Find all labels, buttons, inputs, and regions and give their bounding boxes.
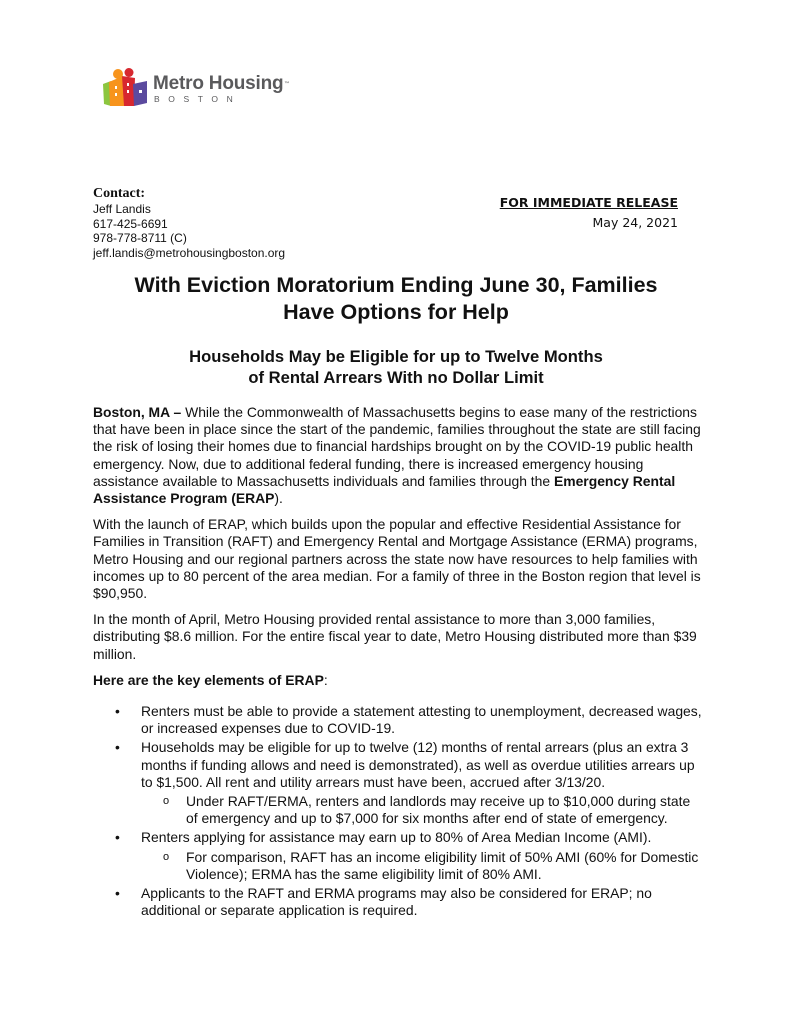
program-name: Emergency Rental Assistance Program (ERAP xyxy=(93,472,676,507)
metro-housing-logo xyxy=(101,68,301,110)
sub-bullet-icon: o xyxy=(163,850,170,863)
key-elements-heading: Here are the key elements of ERAP: xyxy=(93,671,328,688)
contact-label: Contact: xyxy=(93,186,146,201)
list-item: • Renters must be able to provide a statement attesting to unemployment, decreased wages, or increased expenses due to COVID-19. xyxy=(115,703,702,737)
sub-bullet-icon: o xyxy=(163,795,170,808)
bullet-icon: • xyxy=(115,829,120,846)
subheadline-line-2: of Rental Arrears With no Dollar Limit xyxy=(248,368,544,387)
subheadline xyxy=(88,346,704,388)
contact-block xyxy=(93,186,285,260)
sub-list xyxy=(141,793,705,827)
key-elements-list xyxy=(93,703,705,919)
release-label: FOR IMMEDIATE RELEASE xyxy=(499,195,678,210)
paragraph-intro xyxy=(93,404,705,507)
list-item: • Applicants to the RAFT and ERMA programs may also be considered for ERAP; no additional or separate application is required. xyxy=(115,885,652,919)
bullet-icon: • xyxy=(115,885,120,902)
paragraph-erap-launch: With the launch of ERAP, which builds upon the popular and effective Residential Assistance for Families in Transition (RAFT) and Emergency Rental and Mortgage Assistance (ERMA) programs, Metro Housing and our regional partners across the state now have resources to help families with incomes up to 80 percent of the area median. For a family of three in the Boston region that level is $90,950. xyxy=(93,516,701,602)
headline-line-2: Have Options for Help xyxy=(283,300,509,324)
press-release-body xyxy=(93,404,705,921)
sub-list-item: o For comparison, RAFT has an income eligibility limit of 50% AMI (60% for Domestic Violence); ERMA has the same eligibility limit of 80% AMI. xyxy=(163,848,699,882)
list-item: • Households may be eligible for up to twelve (12) months of rental arrears (plus an extra 3 months if funding allows and need is demonstrated), as well as overdue utilities arrears up to $1,500. All rent and utility arrears must have been, accrued after 3/13/20. o Under RAFT/ERMA, renters and landlords may receive up to $10,000 during state of emergency and up to $7,000 for six months after end of state of emergency. xyxy=(93,739,705,827)
logo-city: BOSTON xyxy=(154,94,242,104)
intro-end: ). xyxy=(274,490,283,507)
release-date: May 24, 2021 xyxy=(592,215,678,230)
houses-people-logo-icon xyxy=(101,68,149,108)
dateline: Boston, MA – xyxy=(93,404,182,420)
intro-text: While the Commonwealth of Massachusetts begins to ease many of the restrictions that have been in place since the start of the pandemic, families throughout the state are still facing the risk of losing their homes due to financial hardships brought on by the COVID-19 public health emergency. Now, due to additional federal funding, there is increased emergency housing assistance available to Massachusetts individuals and families through the xyxy=(93,404,701,489)
bullet-icon: • xyxy=(115,703,120,720)
logo-name: Metro Housing xyxy=(153,73,284,94)
headline xyxy=(88,272,704,326)
headline-line-1: With Eviction Moratorium Ending June 30, Families xyxy=(134,273,658,297)
contact-name: Jeff Landis xyxy=(93,202,151,216)
release-block xyxy=(500,193,678,233)
subheadline-line-1: Households May be Eligible for up to Twelve Months xyxy=(189,347,603,366)
contact-cell: 978-778-8711 (C) xyxy=(93,231,187,246)
bullet-icon: • xyxy=(115,739,120,756)
sub-list xyxy=(141,849,705,883)
paragraph-april-stats: In the month of April, Metro Housing provided rental assistance to more than 3,000 families, distributing $8.6 million. For the entire fiscal year to date, Metro Housing distributed more than $39 million. xyxy=(93,611,697,662)
trademark-symbol: ™ xyxy=(284,81,290,87)
contact-email: jeff.landis@metrohousingboston.org xyxy=(93,245,286,260)
list-item: • Renters applying for assistance may earn up to 80% of Area Median Income (AMI). o For comparison, RAFT has an income eligibility limit of 50% AMI (60% for Domestic Violence); ERMA has the same eligibility limit of 80% AMI. xyxy=(93,829,705,883)
sub-list-item: o Under RAFT/ERMA, renters and landlords may receive up to $10,000 during state of emergency and up to $7,000 for six months after end of state of emergency. xyxy=(163,793,691,827)
contact-phone: 617-425-6691 xyxy=(93,216,168,231)
